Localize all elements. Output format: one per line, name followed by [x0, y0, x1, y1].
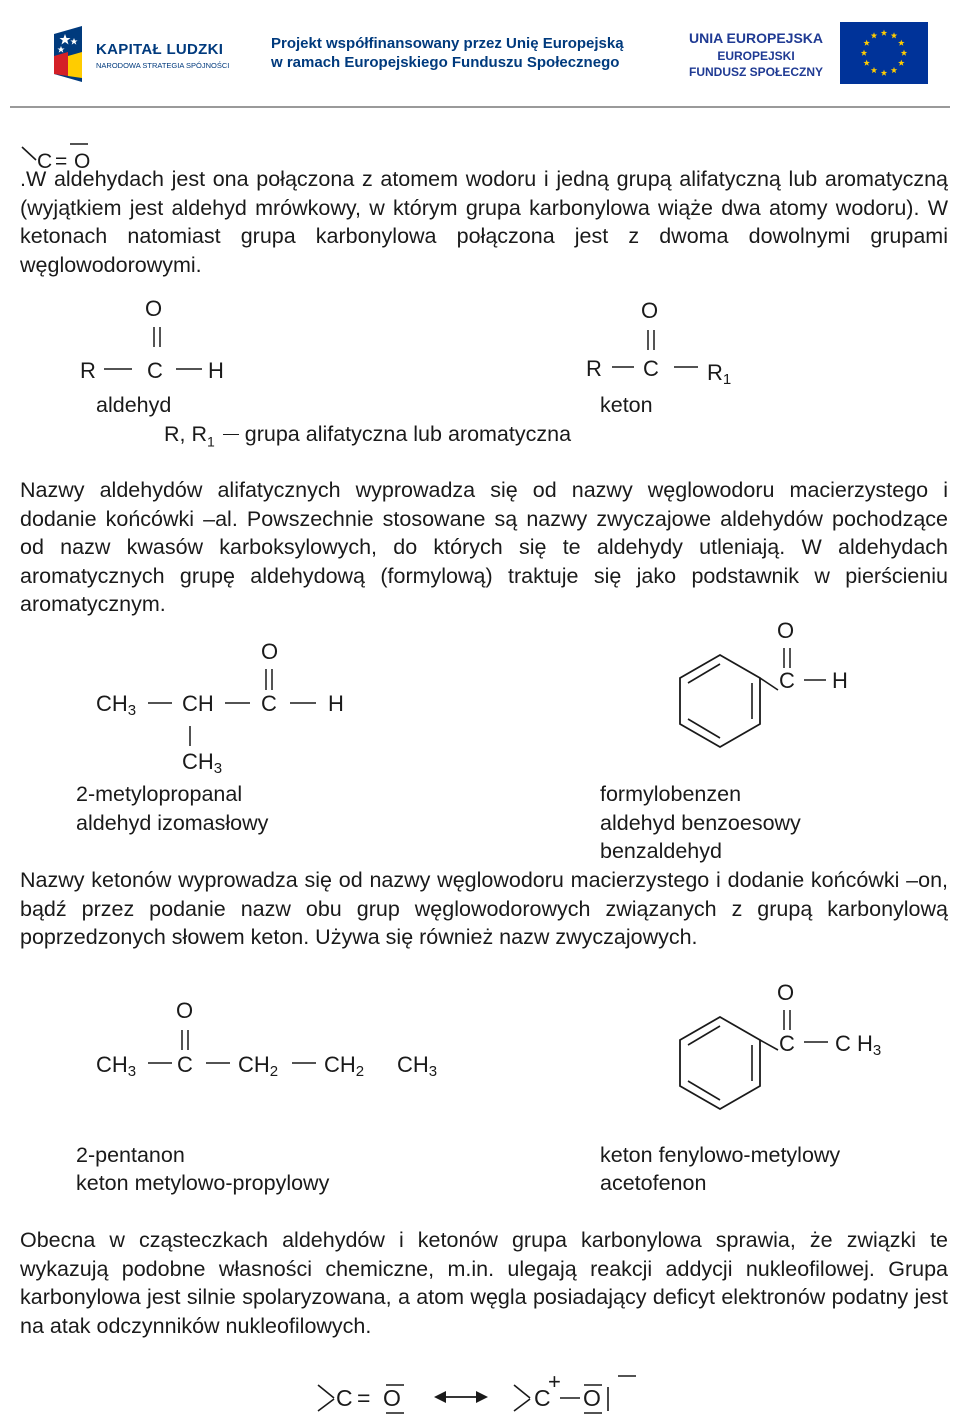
isobutanal-hydrogen: H — [328, 691, 344, 716]
isobutanal-ch: CH — [182, 691, 214, 716]
kapital-ludzki-logo — [52, 26, 92, 82]
paragraph-ketone-naming: Nazwy ketonów wyprowadza się od nazwy węglowodoru macierzystego i dodanie końcówki –on, bądź przez podanie nazw obu grup węglowodorowych związanych z grupą karbonylową poprzedzonych słowem keton. Używa się również nazw zwyczajowych. — [20, 868, 948, 950]
pentanone-name-common: keton metylowo-propylowy — [76, 1171, 330, 1195]
pentanone-oxygen: O — [176, 998, 194, 1023]
pentanone-ch3-left: $CH_3$ — [96, 1052, 137, 1080]
benzaldehyde-name-1: formylobenzen — [600, 782, 742, 806]
isobutanal-oxygen: O — [261, 639, 279, 664]
resonance-carbon-1: C — [336, 1385, 353, 1411]
benzaldehyde-carbon: C — [779, 668, 795, 693]
ketone-carbon: C — [643, 356, 659, 381]
ketone-label: keton — [600, 393, 653, 417]
pentanone-ch2-first: $CH_2$ — [238, 1052, 279, 1080]
resonance-plus-charge: + — [548, 1369, 561, 1394]
eu-flag — [840, 22, 928, 84]
aldehyde-hydrogen: H — [208, 358, 224, 383]
benzaldehyde-hydrogen: H — [832, 668, 848, 693]
pentanone-ch2-second: $CH_2$ — [324, 1052, 365, 1080]
ketone-r1: $R_1$ — [707, 360, 732, 388]
resonance-oxygen-1: O — [383, 1385, 401, 1411]
pentanone-name-systematic: 2-pentanon — [76, 1143, 185, 1167]
isobutanal-ch3-branch: $CH_3$ — [182, 749, 223, 777]
project-line-1: Projekt współfinansowany przez Unię Europejską — [271, 35, 624, 52]
isobutanal-carbon: C — [261, 691, 277, 716]
resonance-double-bond: = — [357, 1385, 371, 1411]
kapital-ludzki-title: KAPITAŁ LUDZKI — [96, 41, 224, 58]
aldehyde-label: aldehyd — [96, 393, 172, 417]
acetophenone-name-1: keton fenylowo-metylowy — [600, 1143, 841, 1167]
pentanone-ch3-right: $CH_3$ — [397, 1052, 438, 1080]
eu-line-2: EUROPEJSKI — [717, 49, 795, 63]
isobutanal-name-common: aldehyd izomasłowy — [76, 811, 269, 835]
acetophenone-name-2: acetofenon — [600, 1171, 707, 1195]
paragraph-carbonyl-polarity: Obecna w cząsteczkach aldehydów i ketonów grupa karbonylowa sprawia, że związki te wykazują podobne własności chemiczne, m.in. ulegają reakcji addycji nukleofilowej. Grupa karbonylowa jest silnie spolaryzowana, a atom węgla posiadający deficyt elektronów podatny jest na atak odczynników nukleofilowych. — [20, 1228, 948, 1338]
isobutanal-name-systematic: 2-metylopropanal — [76, 782, 243, 806]
acetophenone-oxygen: O — [777, 980, 795, 1005]
carbonyl-oxygen: O — [74, 150, 91, 173]
resonance-carbon-2: C — [534, 1385, 551, 1411]
benzaldehyde-name-3: benzaldehyd — [600, 839, 722, 863]
carbonyl-carbon: C — [37, 150, 53, 173]
paragraph-aldehyde-naming: Nazwy aldehydów alifatycznych wyprowadza się od nazwy węglowodoru macierzystego i dodanie końcówki –al. Powszechnie stosowane są nazwy zwyczajowe aldehydów pochodzące od nazw kwasów karboksylowych, do których się te aldehydy utleniają. W aldehydach aromatycznych grupę aldehydową (formylową) traktuje się jako podstawnik w pierścieniu aromatycznym. — [20, 478, 948, 617]
pentanone-carbonyl-carbon: C — [177, 1052, 193, 1077]
benzaldehyde-name-2: aldehyd benzoesowy — [600, 811, 801, 835]
carbonyl-double-bond: = — [55, 150, 68, 173]
ketone-oxygen: O — [641, 298, 659, 323]
ketone-r: R — [586, 356, 602, 381]
aldehyde-carbon: C — [147, 358, 163, 383]
aldehyde-r: R — [80, 358, 96, 383]
resonance-oxygen-2: O — [583, 1385, 601, 1411]
isobutanal-ch3: $CH_3$ — [96, 691, 137, 719]
benzaldehyde-oxygen: O — [777, 618, 795, 643]
acetophenone-carbon: C — [779, 1031, 795, 1056]
paragraph-aldehydes-ketones-structure: .W aldehydach jest ona połączona z atomem wodoru i jedną grupą alifatyczną lub aromatyczną (wyjątkiem jest aldehyd mrówkowy, w którym grupa karbonylowa wiąże dwa atomy wodoru). W ketonach natomiast grupa karbonylowa połączona jest z dwoma dowolnymi grupami węglowodorowymi. — [20, 167, 948, 277]
eu-line-1: UNIA EUROPEJSKA — [688, 30, 824, 46]
aldehyde-oxygen: O — [145, 296, 163, 321]
project-line-2: w ramach Europejskiego Funduszu Społecznego — [271, 54, 620, 71]
eu-line-3: FUNDUSZ SPOŁECZNY — [688, 65, 823, 79]
kapital-ludzki-subtitle: NARODOWA STRATEGIA SPÓJNOŚCI — [96, 61, 230, 70]
header-divider — [10, 106, 950, 108]
acetophenone-ch3: C $H_3$ — [835, 1031, 882, 1059]
r-group-legend: R, $R_1$ grupa alifatyczna lub aromatyczna — [164, 422, 572, 450]
